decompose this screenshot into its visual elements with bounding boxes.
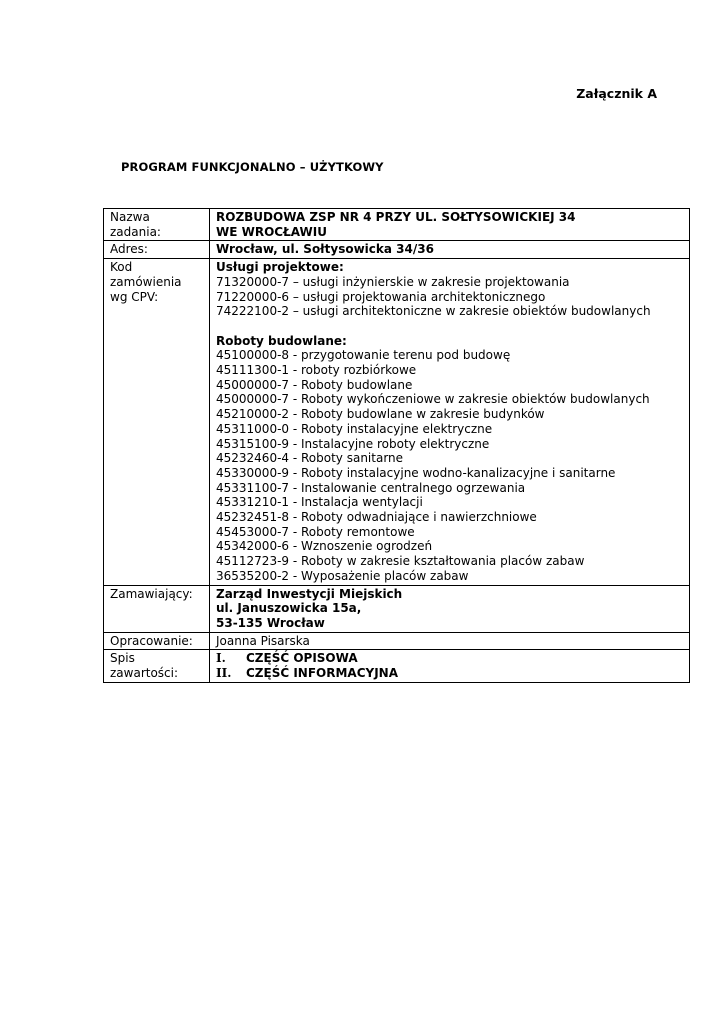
cpv-code-item: 45112723-9 - Roboty w zakresie kształtowania placów zabaw	[216, 554, 585, 569]
address-value: Wrocław, ul. Sołtysowicka 34/36	[210, 241, 690, 259]
info-table	[103, 208, 690, 683]
document-title: PROGRAM FUNKCJONALNO – UŻYTKOWY	[121, 160, 384, 174]
contents-item: II. CZĘŚĆ INFORMACYJNA	[216, 666, 398, 681]
cpv-code-item: 74222100-2 – usługi architektoniczne w zakresie obiektów budowlanych	[216, 304, 651, 319]
row-contents	[104, 650, 690, 682]
cpv-code-item: 45311000-0 - Roboty instalacyjne elektryczne	[216, 421, 493, 436]
client-value: Zarząd Inwestycji Miejskich ul. Januszowicka 15a, 53-135 Wrocław	[210, 585, 690, 632]
construction-works-list	[216, 348, 683, 583]
author-label: Opracowanie:	[104, 632, 210, 650]
task-value: ROZBUDOWA ZSP NR 4 PRZY UL. SOŁTYSOWICKIEJ 34 WE WROCŁAWIU	[210, 209, 690, 241]
cpv-label: Kod zamówienia wg CPV:	[104, 259, 210, 585]
cpv-code-item: 45000000-7 - Roboty budowlane	[216, 377, 413, 392]
cpv-code-item: 45210000-2 - Roboty budowlane w zakresie budynków	[216, 407, 545, 422]
cpv-code-item: 45111300-1 - roboty rozbiórkowe	[216, 363, 417, 378]
author-value: Joanna Pisarska	[210, 632, 690, 650]
contents-label: Spis zawartości:	[104, 650, 210, 682]
cpv-value	[210, 259, 690, 585]
client-label: Zamawiający:	[104, 585, 210, 632]
address-label: Adres:	[104, 241, 210, 259]
cpv-code-item: 71320000-7 – usługi inżynierskie w zakresie projektowania	[216, 274, 570, 289]
cpv-code-item: 45453000-7 - Roboty remontowe	[216, 524, 415, 539]
cpv-code-item: 45342000-6 - Wznoszenie ogrodzeń	[216, 539, 433, 554]
cpv-code-item: 71220000-6 – usługi projektowania architektonicznego	[216, 289, 546, 304]
row-author	[104, 632, 690, 650]
cpv-code-item: 45331100-7 - Instalowanie centralnego ogrzewania	[216, 480, 526, 495]
cpv-code-item: 45330000-9 - Roboty instalacyjne wodno-kanalizacyjne i sanitarne	[216, 465, 616, 480]
construction-works-heading: Roboty budowlane:	[216, 333, 347, 348]
cpv-code-item: 45232451-8 - Roboty odwadniające i nawierzchniowe	[216, 510, 537, 525]
row-cpv	[104, 259, 690, 585]
cpv-code-item: 45000000-7 - Roboty wykończeniowe w zakresie obiektów budowlanych	[216, 392, 650, 407]
cpv-code-item: 45100000-8 - przygotowanie terenu pod budowę	[216, 348, 511, 363]
annex-label: Załącznik A	[576, 86, 657, 101]
task-label: Nazwa zadania:	[104, 209, 210, 241]
contents-value	[210, 650, 690, 682]
row-client	[104, 585, 690, 632]
cpv-code-item: 45331210-1 - Instalacja wentylacji	[216, 495, 423, 510]
cpv-code-item: 36535200-2 - Wyposażenie placów zabaw	[216, 568, 469, 583]
row-task-name	[104, 209, 690, 241]
cpv-code-item: 45315100-9 - Instalacyjne roboty elektryczne	[216, 436, 490, 451]
design-services-heading: Usługi projektowe:	[216, 260, 344, 275]
contents-item: I. CZĘŚĆ OPISOWA	[216, 651, 358, 666]
design-services-list	[216, 275, 683, 319]
row-address	[104, 241, 690, 259]
cpv-code-item: 45232460-4 - Roboty sanitarne	[216, 451, 404, 466]
